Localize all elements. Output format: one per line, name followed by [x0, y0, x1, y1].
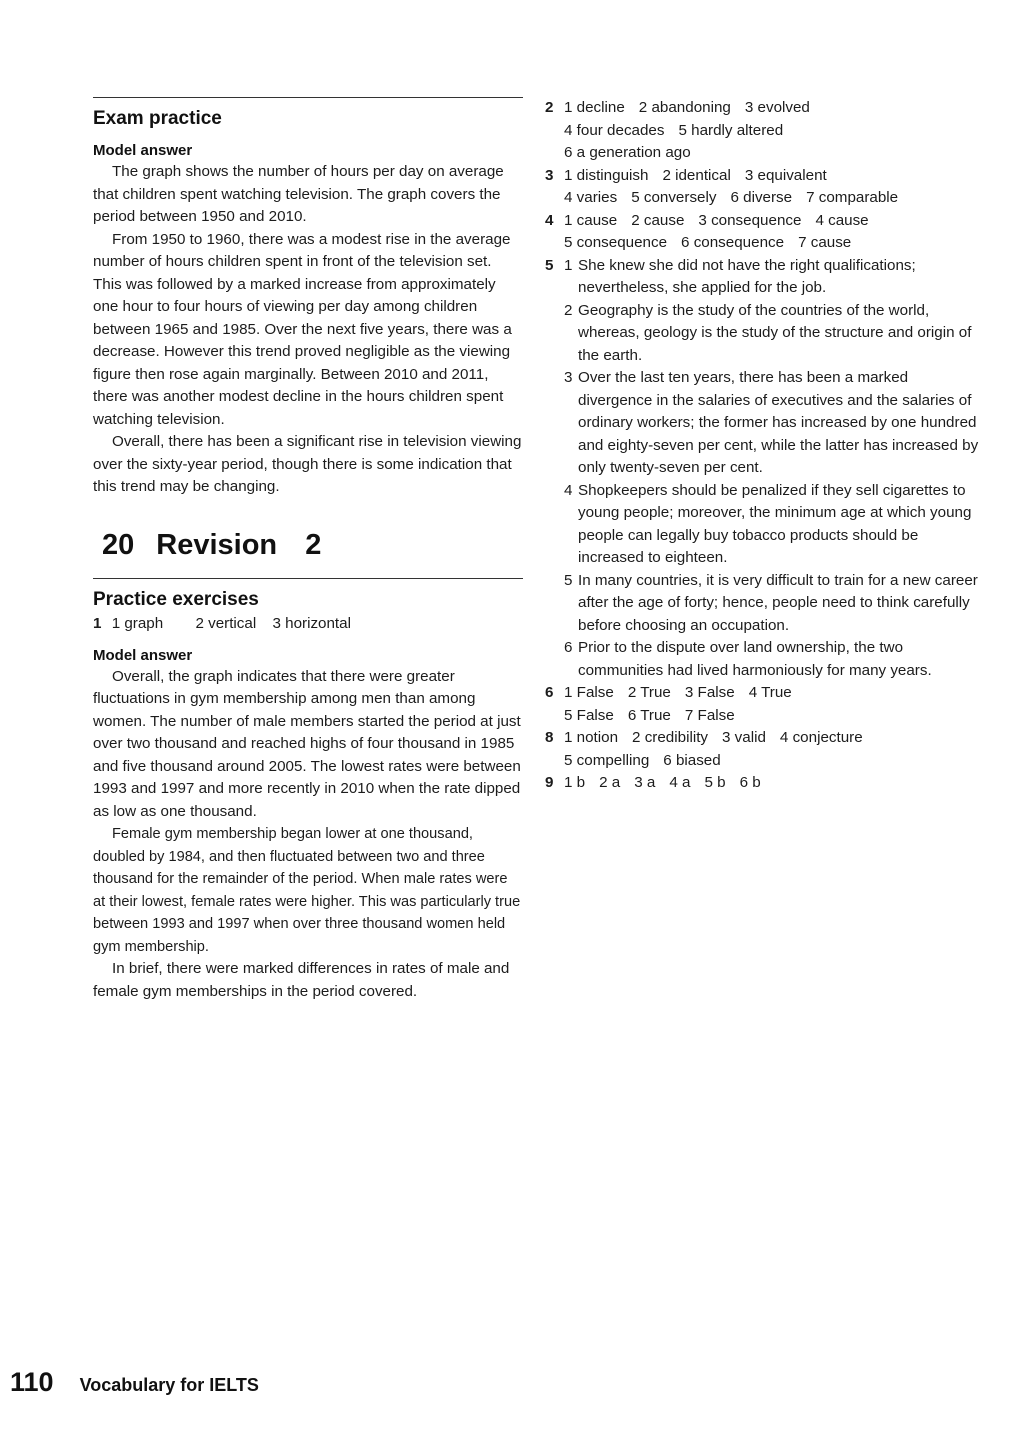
question-number: 8 [545, 729, 554, 746]
page-number: 110 [10, 1367, 54, 1397]
unit-heading [102, 529, 523, 562]
answer-item: 7 comparable [806, 189, 899, 206]
unit-number: 20 [102, 528, 135, 561]
sentence-item [564, 255, 985, 300]
unit-title: Revision 2 [156, 528, 322, 561]
answer-item: 3 a [634, 774, 656, 791]
answer-item: 1 decline [564, 99, 625, 116]
sentence-number: 1 [564, 256, 573, 274]
section-rule [93, 578, 523, 579]
answer-item: 5 compelling [564, 751, 650, 769]
exam-paragraph: Overall, there has been a significant rise in television viewing over the sixty-year period, though there is some indication that this trend may be changing. [93, 433, 522, 495]
answer-item: 2 abandoning [638, 99, 731, 116]
answer-item: 1 distinguish [564, 166, 649, 184]
section-rule [93, 97, 523, 98]
question-number: 5 [545, 256, 554, 274]
question-number: 6 [545, 684, 554, 701]
answer-item: 3 equivalent [744, 166, 827, 184]
answer-4 [545, 210, 985, 255]
answer-item: 3 horizontal [272, 614, 351, 632]
exam-paragraph: The graph shows the number of hours per day on average that children spent watching television. The graph covers the period between 1950 and 2010. [93, 163, 504, 225]
answer-item: 3 consequence [698, 211, 802, 229]
sentence-number: 3 [564, 369, 573, 386]
answer-item: 5 conversely [631, 189, 717, 206]
question-number: 3 [545, 166, 554, 184]
answer-item: 5 b [704, 774, 726, 791]
answer-item: 1 b [564, 774, 586, 791]
question-number: 4 [545, 211, 554, 229]
answer-item: 3 False [684, 684, 735, 701]
sentence-item [564, 300, 985, 368]
answer-item: 1 notion [564, 729, 619, 746]
answer-item: 5 False [564, 706, 614, 724]
sentence-item [564, 480, 985, 570]
sentence-text: Shopkeepers should be penalized if they sell cigarettes to young people; moreover, the minimum age at which young people can legally buy tobacco products should be increased to eighteen. [578, 481, 972, 566]
sentence-text: In many countries, it is very difficult to train for a new career after the age of forty; hence, people need to think carefully before choosing an occupation. [578, 571, 978, 634]
answer-item: 2 vertical [195, 614, 257, 632]
practice-paragraph: Female gym membership began lower at one thousand, doubled by 1984, and then fluctuated between two and three thousand for the remainder of the period. When male rates were at their lowest, female rates were higher. This was particularly true between 1993 and 1997 when over three thousand women held gym membership. [93, 826, 521, 955]
practice-exercises-heading: Practice exercises [93, 588, 259, 610]
sentence-number: 2 [564, 301, 573, 319]
answer-item: 4 varies [564, 189, 618, 206]
exam-practice-heading: Exam practice [93, 108, 222, 129]
answer-item: 4 four decades [564, 121, 665, 139]
book-title: Vocabulary for IELTS [79, 1375, 259, 1395]
answer-5 [545, 255, 985, 683]
answer-item: 6 diverse [730, 189, 793, 206]
answer-item: 5 consequence [564, 234, 668, 251]
answer-item: 1 False [564, 684, 614, 701]
answer-8 [545, 727, 985, 772]
answer-item: 2 a [599, 774, 621, 791]
answer-item: 6 biased [663, 751, 721, 769]
answer-item: 1 graph [111, 614, 164, 632]
practice-paragraph: Overall, the graph indicates that there were greater fluctuations in gym membership among men than among women. The number of male members started the period at just over two thousand and reached highs of four thousand in 1985 and five thousand around 2005. The lowest rates were between 1993 and 1997 and more recently in 2010 when the rate dipped as low as one thousand. [93, 667, 521, 820]
answer-item: 2 cause [631, 211, 685, 229]
sentence-text: Over the last ten years, there has been a marked divergence in the salaries of executives and the salaries of ordinary workers; the former has increased by one hundred and eighty-seven per cent, while the latter has increased by only twenty-seven per cent. [578, 369, 979, 476]
practice-paragraph: In brief, there were marked differences in rates of male and female gym memberships in the period covered. [93, 960, 510, 1000]
answer-item: 2 True [627, 684, 671, 701]
sentence-text: Prior to the dispute over land ownership, the two communities had lived harmoniously for many years. [578, 639, 932, 679]
sentence-number: 6 [564, 639, 573, 656]
question-number: 9 [545, 774, 554, 791]
sentence-text: She knew she did not have the right qualifications; nevertheless, she applied for the job. [578, 256, 916, 296]
sentence-number: 4 [564, 481, 573, 499]
sentence-item [564, 367, 985, 480]
answer-item: 4 a [669, 774, 691, 791]
model-answer-label: Model answer [93, 142, 193, 159]
answer-item: 3 evolved [744, 99, 810, 116]
left-column [93, 97, 523, 1003]
answer-item: 4 conjecture [779, 729, 863, 746]
answer-6 [545, 682, 985, 727]
sentence-number: 5 [564, 571, 573, 589]
question-number: 2 [545, 99, 554, 116]
answer-9 [545, 772, 985, 795]
exam-paragraph: From 1950 to 1960, there was a modest rise in the average number of hours children spent in front of the television set. This was followed by a marked increase from approximately one hour to four hours of viewing per day among children between 1965 and 1985. Over the next five years, there was a decrease. However this trend proved negligible as the viewing figure then rose again marginally. Between 2010 and 2011, there was another modest decline in the hours children spent watching television. [93, 230, 512, 428]
exercise-1-answers [93, 613, 523, 635]
answer-item: 7 False [684, 706, 735, 724]
sentence-item [564, 637, 985, 682]
answer-2 [545, 97, 985, 165]
answer-item: 3 valid [722, 729, 766, 746]
answer-item: 6 b [739, 774, 761, 791]
answer-item: 1 cause [564, 211, 618, 229]
right-column [545, 97, 985, 795]
model-answer-label: Model answer [93, 646, 193, 664]
answer-item: 6 True [627, 706, 671, 724]
answer-item: 2 credibility [632, 729, 709, 746]
answer-item: 4 cause [815, 211, 869, 229]
answer-item: 4 True [748, 684, 792, 701]
answer-3 [545, 165, 985, 210]
answer-item: 7 cause [798, 234, 852, 251]
answer-item: 5 hardly altered [678, 121, 784, 139]
answer-item: 6 a generation ago [564, 144, 691, 161]
sentence-item [564, 570, 985, 638]
sentence-text: Geography is the study of the countries of the world, whereas, geology is the study of the structure and origin of the earth. [578, 301, 972, 364]
answer-item: 2 identical [662, 166, 731, 184]
page-footer [10, 1367, 259, 1398]
answer-item: 6 consequence [681, 234, 785, 251]
question-number: 1 [93, 614, 102, 632]
